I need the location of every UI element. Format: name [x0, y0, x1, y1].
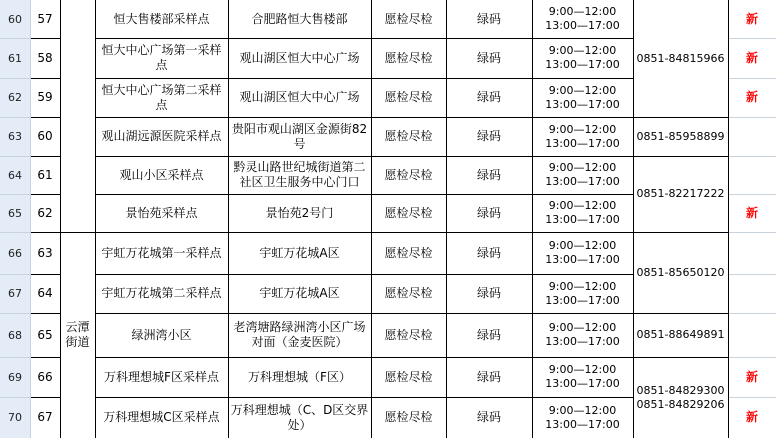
service-hours: 9:00—12:00 13:00—17:00 [545, 44, 620, 71]
test-type: 愿检尽检 [384, 11, 433, 26]
service-hours: 9:00—12:00 13:00—17:00 [545, 83, 620, 111]
test-type: 愿检尽检 [384, 286, 433, 300]
new-badge [728, 232, 776, 274]
site-name: 恒大中心广场第一采样 点 [101, 43, 222, 72]
site-address: 贵阳市观山湖区金源街82 号 [231, 121, 368, 151]
contact-phone: 0851-84829300 0851-84829206 [636, 383, 725, 411]
health-code: 绿码 [476, 129, 501, 143]
service-hours: 9:00—12:00 13:00—17:00 [545, 363, 620, 390]
row-number[interactable]: 63 [8, 130, 22, 143]
row-number[interactable]: 70 [8, 411, 22, 424]
contact-phone: 0851-85958899 [636, 129, 725, 143]
site-address: 景怡苑2号门 [265, 205, 334, 220]
site-name: 宇虹万花城第二采样点 [101, 286, 222, 300]
site-address: 宇虹万花城A区 [259, 245, 340, 260]
test-type: 愿检尽检 [384, 245, 433, 260]
seq-number: 63 [37, 245, 53, 260]
health-code: 绿码 [476, 90, 501, 104]
row-number[interactable]: 68 [8, 328, 22, 342]
contact-phone: 0851-85650120 [636, 265, 725, 279]
new-badge: 新 [745, 205, 758, 220]
row-number[interactable]: 66 [8, 246, 22, 260]
health-code: 绿码 [476, 327, 501, 342]
site-address: 万科理想城（C、D区交界 处） [230, 402, 369, 432]
site-address: 万科理想城（F区） [248, 369, 351, 384]
site-name: 景怡苑采样点 [125, 205, 198, 220]
health-code: 绿码 [476, 11, 501, 26]
row-number[interactable]: 64 [8, 168, 22, 182]
health-code: 绿码 [476, 50, 501, 65]
new-badge: 新 [745, 11, 758, 26]
district-name: 云潭 街道 [65, 320, 90, 349]
seq-number: 58 [37, 50, 53, 65]
seq-number: 67 [37, 410, 53, 424]
health-code: 绿码 [476, 245, 501, 260]
row-number[interactable]: 67 [8, 287, 22, 300]
test-type: 愿检尽检 [384, 50, 433, 65]
health-code: 绿码 [476, 286, 501, 300]
row-number[interactable]: 69 [8, 370, 22, 384]
new-badge [728, 313, 776, 357]
site-name: 万科理想城F区采样点 [104, 369, 219, 384]
contact-phone: 0851-82217222 [636, 187, 725, 200]
service-hours: 9:00—12:00 13:00—17:00 [545, 122, 620, 150]
health-code: 绿码 [476, 167, 501, 182]
test-type: 愿检尽检 [384, 205, 433, 220]
seq-number: 65 [37, 327, 53, 342]
new-badge [728, 117, 776, 156]
health-code: 绿码 [476, 205, 501, 220]
contact-phone: 0851-84815966 [636, 51, 725, 65]
site-address: 黔灵山路世纪城街道第二 社区卫生服务中心门口 [233, 160, 366, 189]
seq-number: 66 [37, 369, 53, 384]
row-number[interactable]: 65 [8, 206, 22, 220]
site-address: 合肥路恒大售楼部 [251, 11, 348, 26]
service-hours: 9:00—12:00 13:00—17:00 [545, 239, 620, 266]
site-address: 观山湖区恒大中心广场 [239, 50, 360, 65]
row-number[interactable]: 61 [8, 51, 22, 65]
seq-number: 64 [37, 286, 53, 300]
site-name: 观山湖远源医院采样点 [101, 129, 222, 143]
site-address: 老湾塘路绿洲湾小区广场 对面（金麦医院） [233, 320, 366, 349]
service-hours: 9:00—12:00 13:00—17:00 [545, 199, 620, 226]
new-badge: 新 [745, 410, 758, 424]
site-name: 万科理想城C区采样点 [103, 410, 220, 424]
service-hours: 9:00—12:00 13:00—17:00 [545, 321, 620, 348]
site-address: 宇虹万花城A区 [259, 286, 340, 300]
new-badge: 新 [745, 369, 758, 384]
site-name: 宇虹万花城第一采样点 [101, 245, 222, 260]
service-hours: 9:00—12:00 13:00—17:00 [545, 403, 620, 431]
test-type: 愿检尽检 [384, 129, 433, 143]
row-number[interactable]: 62 [8, 91, 22, 104]
site-name: 观山小区采样点 [119, 167, 204, 182]
test-type: 愿检尽检 [384, 90, 433, 104]
test-type: 愿检尽检 [384, 369, 433, 384]
site-name: 恒大售楼部采样点 [113, 11, 210, 26]
site-address: 观山湖区恒大中心广场 [239, 90, 360, 104]
seq-number: 59 [37, 90, 53, 104]
seq-number: 61 [37, 167, 53, 182]
service-hours: 9:00—12:00 13:00—17:00 [545, 279, 620, 307]
seq-number: 57 [37, 11, 53, 26]
test-type: 愿检尽检 [384, 410, 433, 424]
new-badge [728, 274, 776, 313]
row-number[interactable]: 60 [8, 12, 22, 26]
test-type: 愿检尽检 [384, 167, 433, 182]
site-name: 恒大中心广场第二采样 点 [101, 82, 222, 112]
site-name: 绿洲湾小区 [131, 327, 192, 342]
health-code: 绿码 [476, 369, 501, 384]
service-hours: 9:00—12:00 13:00—17:00 [545, 5, 620, 32]
new-badge: 新 [745, 90, 758, 104]
new-badge: 新 [745, 50, 758, 65]
seq-number: 60 [37, 129, 53, 143]
service-hours: 9:00—12:00 13:00—17:00 [545, 161, 620, 188]
new-badge [728, 156, 776, 194]
test-type: 愿检尽检 [384, 327, 433, 342]
seq-number: 62 [37, 205, 53, 220]
contact-phone: 0851-88649891 [636, 328, 725, 341]
health-code: 绿码 [476, 410, 501, 424]
